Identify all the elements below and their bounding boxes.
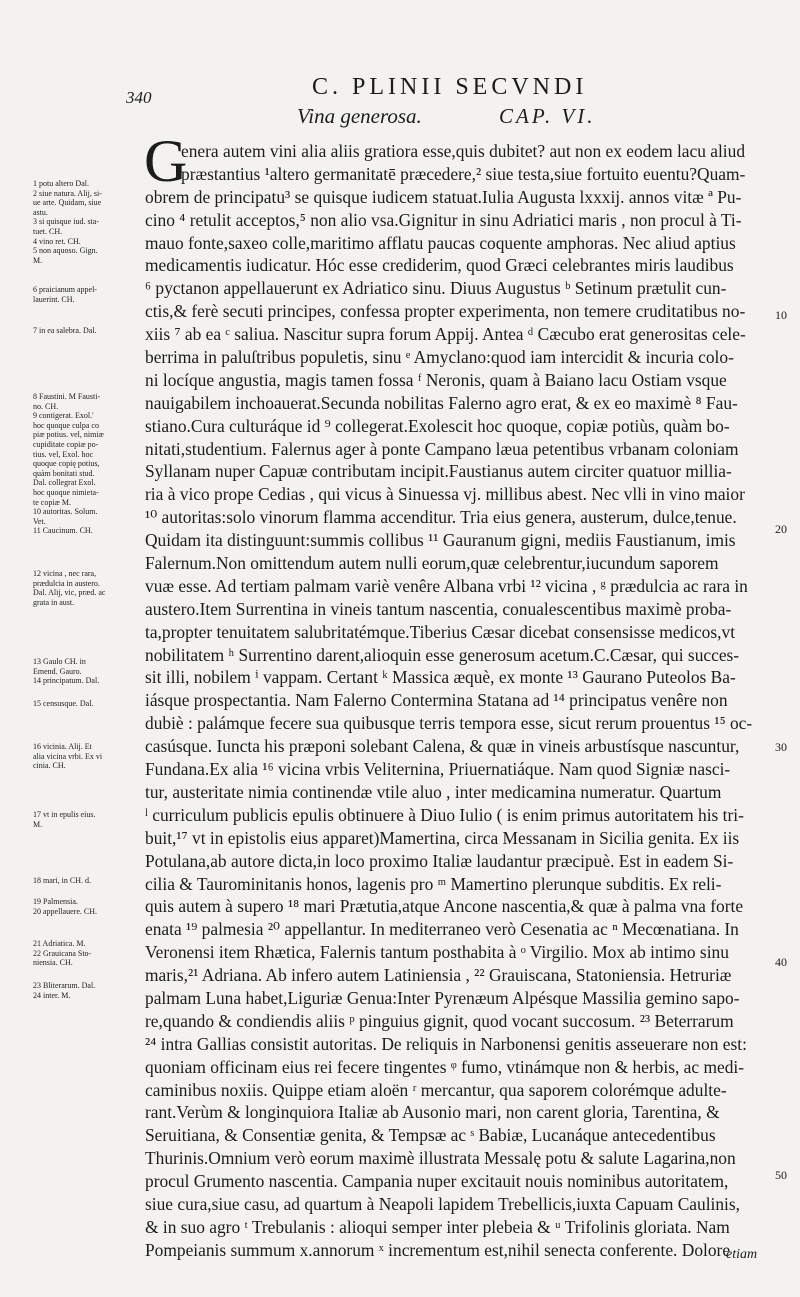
body-text — [145, 140, 760, 1262]
margin-note: 7 in ea salebra. Dal. — [33, 326, 97, 335]
margin-note: 1 potu altero Dal. 2 siue natura. Alij, si- ue arte. Quidam, siue astu. 3 si quisque iud. sta- tuet. CH. 4 vino ret. CH. 5 non aquoso. Gign. M. — [33, 179, 102, 265]
margin-note: 15 censusque. Dal. — [33, 699, 94, 708]
text-line: siue cura,siue casu, ad quartum à Neapoli lapidem Trebellicis,iuxta Capuam Caulinis, — [145, 1193, 741, 1214]
text-line: ¹⁰ autoritas:solo vinorum flamma accenditur. Tria eius genera, austerum, dulce,tenue. — [145, 507, 737, 528]
text-line: cilia & Taurominitanis honos, lagenis pro ᵐ Mamertino plerunque subditis. Ex reli- — [145, 873, 722, 894]
chapter-subtitle: Vina generosa. — [297, 104, 422, 128]
text-line: ˡ curriculum publicis epulis obtinuere à Diuo Iulio ( is enim primus autoritatem his tri- — [145, 804, 744, 825]
text-line: buit,¹⁷ vt in epistolis eius apparet)Mamertina, circa Messanam in Sicilia genita. Ex iis — [145, 827, 740, 848]
text-line: procul Grumento nascentia. Campania nuper excitauit nouis nominibus autoritatem, — [145, 1171, 729, 1192]
text-line: berrima in paluſtribus populetis, sinu ᵉ Amyclano:quod iam intercidit & incuria colo- — [145, 347, 734, 368]
text-line: ni locíque angustia, magis tamen fossa ᶠ Neronis, quam à Baiano lacu Ostiam vsque — [145, 369, 727, 390]
line-number: 10 — [775, 308, 787, 322]
text-line: nitati,studentium. Falernus ager à ponte Campano læua petentibus vrbanam coloniam — [145, 438, 739, 459]
text-line: enata ¹⁹ palmesia ²⁰ appellantur. In mediterraneo verò Cesenatia ac ⁿ Mecœnatiana. In — [145, 919, 739, 940]
margin-note: 18 mari, in CH. d. — [33, 876, 91, 885]
text-line: medicamentis iudicatur. Hóc esse crediderim, quod Græci celebrantes miris laudibus — [145, 255, 734, 276]
text-line: rant.Verùm & longinquiora Italiæ ab Ausonio mari, non carent gloria, Tarentina, & — [145, 1102, 720, 1123]
line-number: 20 — [775, 522, 787, 536]
margin-note: 19 Palmensia. 20 appellauere. CH. — [33, 897, 97, 916]
text-line: Syllanam nuper Capuæ contributam incipit.Faustianus autem circiter quatuor millia- — [145, 461, 732, 482]
margin-note: 6 praicianum appel- lauerint. CH. — [33, 285, 97, 304]
text-line: cino ⁴ retulit acceptos,⁵ non alio vsa.Gignitur in sinu Adriatici maris , non procul à Ti- — [145, 209, 742, 230]
text-line: Thurinis.Omnium verò eorum maximè illustrata Messalę potu & salute Lagarina,non — [145, 1148, 736, 1169]
text-line: Pompeianis summum x.annorum ˣ incrementum est,nihil senecta conferente. Dolore — [145, 1239, 731, 1260]
text-line: & in suo agro ᵗ Trebulanis : alioqui semper inter plebeia & ᵘ Trifolinis gloriata. Nam — [145, 1216, 730, 1237]
margin-notes — [0, 0, 140, 1297]
text-line: enera autem vini alia aliis gratiora esse,quis dubitet? aut non ex eodem lacu aliud — [181, 141, 746, 161]
margin-note: 12 vicina , nec rara, prædulcia in austero. Dal. Alij, vic, præd. ac grata in aust. — [33, 569, 106, 607]
text-line: vuæ esse. Ad tertiam palmam variè venêre Albana vrbi ¹² vicina , ᵍ prædulcia ac rara in — [145, 575, 748, 596]
text-line: quis autem à supero ¹⁸ mari Prætutia,atque Ancone nascentia,& quæ à palma vna forte — [145, 896, 744, 917]
text-line: præstantius ¹altero germanitatē præcedere,² siue testa,siue fortuito euentu?Quam- — [181, 163, 746, 184]
text-line: dubiè : palámque fecere sua quibusque terris tempora esse, sicut rerum prouentus ¹⁵ oc- — [145, 713, 753, 734]
chapter-number: CAP. VI. — [499, 104, 596, 128]
text-line: quoniam officinam eius rei fecere tingentes ᵠ fumo, vtinámque non & herbis, ac medi- — [145, 1056, 745, 1077]
text-line: Fundana.Ex alia ¹⁶ vicina vrbis Veliternina, Priuernatiáque. Nam quod Signiæ nasci- — [145, 759, 731, 780]
text-line: austero.Item Surrentina in vineis tantum nascentia, conualescentibus maximè proba- — [145, 598, 732, 619]
text-line: tur, austeritate nimia continendæ vtile aluo , inter medicamina numeratur. Quartum — [145, 781, 722, 802]
text-line: Seruitiana, & Consentiæ genita, & Tempsæ ac ˢ Babiæ, Lucanáque antecedentibus — [145, 1125, 716, 1146]
text-line: mauo fonte,saxeo colle,maritimo afflatu paucas coquente amphoras. Nec aliud aptius — [145, 232, 736, 253]
text-line: sit illi, nobilem ⁱ vappam. Certant ᵏ Massica æquè, ex monte ¹³ Gaurano Puteolos Ba- — [145, 667, 736, 688]
text-line: ria à vico prope Cedias , qui vicus à Sinuessa vj. millibus abest. Nec vlli in vino maior — [145, 484, 745, 505]
running-head: C. PLINII SECVNDI — [312, 74, 588, 100]
margin-note: 16 vicinia. Alij. Et alia vicina vrbi. Ex vi cinia. CH. — [33, 742, 103, 771]
line-number: 30 — [775, 740, 787, 754]
margin-note: 21 Adriatica. M. 22 Grauicana Sto- niensia. CH. — [33, 939, 92, 968]
text-line: Veronensi item Rhætica, Falernis tantum posthabita à ᵒ Virgilio. Mox ab intimo sinu — [145, 942, 729, 963]
text-line: iásque prospectantia. Nam Falerno Contermina Statana ad ¹⁴ principatus venêre non — [145, 690, 728, 711]
text-line: Potulana,ab autore dicta,in loco proximo Italiæ laudantur præcipuè. Est in eadem Si- — [145, 850, 734, 871]
text-line: obrem de principatu³ se quisque iudicem statuat.Iulia Augusta lxxxij. annos vitæ ª Pu- — [145, 186, 742, 207]
margin-note: 23 Bliterarum. Dal. 24 inter. M. — [33, 981, 96, 1000]
catchword: etiam — [726, 1247, 758, 1262]
text-line: Quidam ita distinguunt:summis collibus ¹¹ Gauranum gigni, mediis Faustianum, imis — [145, 530, 736, 551]
drop-cap: G — [144, 128, 188, 194]
text-line: nauigabilem inchoauerat.Secunda nobilitas Falerno agro erat, & ex eo maximè ⁸ Fau- — [145, 392, 738, 413]
text-line: Falernum.Non omittendum autem nulli eorum,quæ celebrentur,iucundum saporem — [145, 553, 719, 574]
page-number: 340 — [126, 88, 152, 107]
text-line: palmam Luna habet,Liguriæ Genua:Inter Pyrenæum Alpésque Massilia gemino sapo- — [145, 987, 740, 1008]
text-line: maris,²¹ Adriana. Ab infero autem Latiniensia , ²² Grauiscana, Statoniensia. Hetruriæ — [145, 965, 732, 986]
text-line: casúsque. Iuncta his præponi solebant Calena, & quæ in vineis arbustísque nascuntur, — [145, 736, 740, 757]
text-line: ta,propter tenuitatem salubritatémque.Tiberius Cæsar dicebat consensisse medicos,vt — [145, 621, 736, 642]
text-line: ²⁴ intra Gallias consistit autoritas. De reliquis in Narbonensi genitis asseuerare non est: — [145, 1033, 747, 1054]
margin-note: 17 vt in epulis eius. M. — [33, 810, 96, 829]
margin-note: 13 Gaulo CH. in Emend. Gauro. 14 principatum. Dal. — [33, 657, 100, 686]
text-line: xiis ⁷ ab ea ᶜ saliua. Nascitur supra forum Appij. Antea ᵈ Cæcubo erat generositas cele- — [145, 324, 746, 345]
text-line: ctis,& ferè secuti principes, confessa propter experimenta, non temere cruditatibus no- — [145, 301, 746, 322]
line-number: 50 — [775, 1168, 787, 1182]
text-line: caminibus noxiis. Quippe etiam aloën ʳ mercantur, qua saporem colorémque adulte- — [145, 1079, 727, 1100]
text-line: ⁶ pyctanon appellauerunt ex Adriatico sinu. Diuus Augustus ᵇ Setinum prætulit cun- — [145, 278, 727, 299]
margin-note: 8 Faustini. M Fausti- no. CH. 9 contigerat. Exol.' hoc quoque culpa co piæ potius. vel, nimiæ cupiditate copiæ po- tius. vel, Exol. hoc quoque copię potius, quàm bonitati stud. Dal. collegrat Exol. hoc quoque nimieta- te copiæ M. 10 autoritas. Solum. Vet. 11 Caucinum. CH. — [33, 392, 104, 536]
line-number: 40 — [775, 955, 787, 969]
text-line: nobilitatem ʰ Surrentino darent,alioquin esse generosum acetum.C.Cæsar, qui succes- — [145, 644, 740, 665]
text-line: re,quando & condiendis aliis ᵖ pinguius gignit, quod vocant succosum. ²³ Beterrarum — [145, 1010, 734, 1031]
text-line: stiano.Cura culturáque id ⁹ collegerat.Exolescit hoc quoque, copiæ potiùs, quàm bo- — [145, 415, 730, 436]
